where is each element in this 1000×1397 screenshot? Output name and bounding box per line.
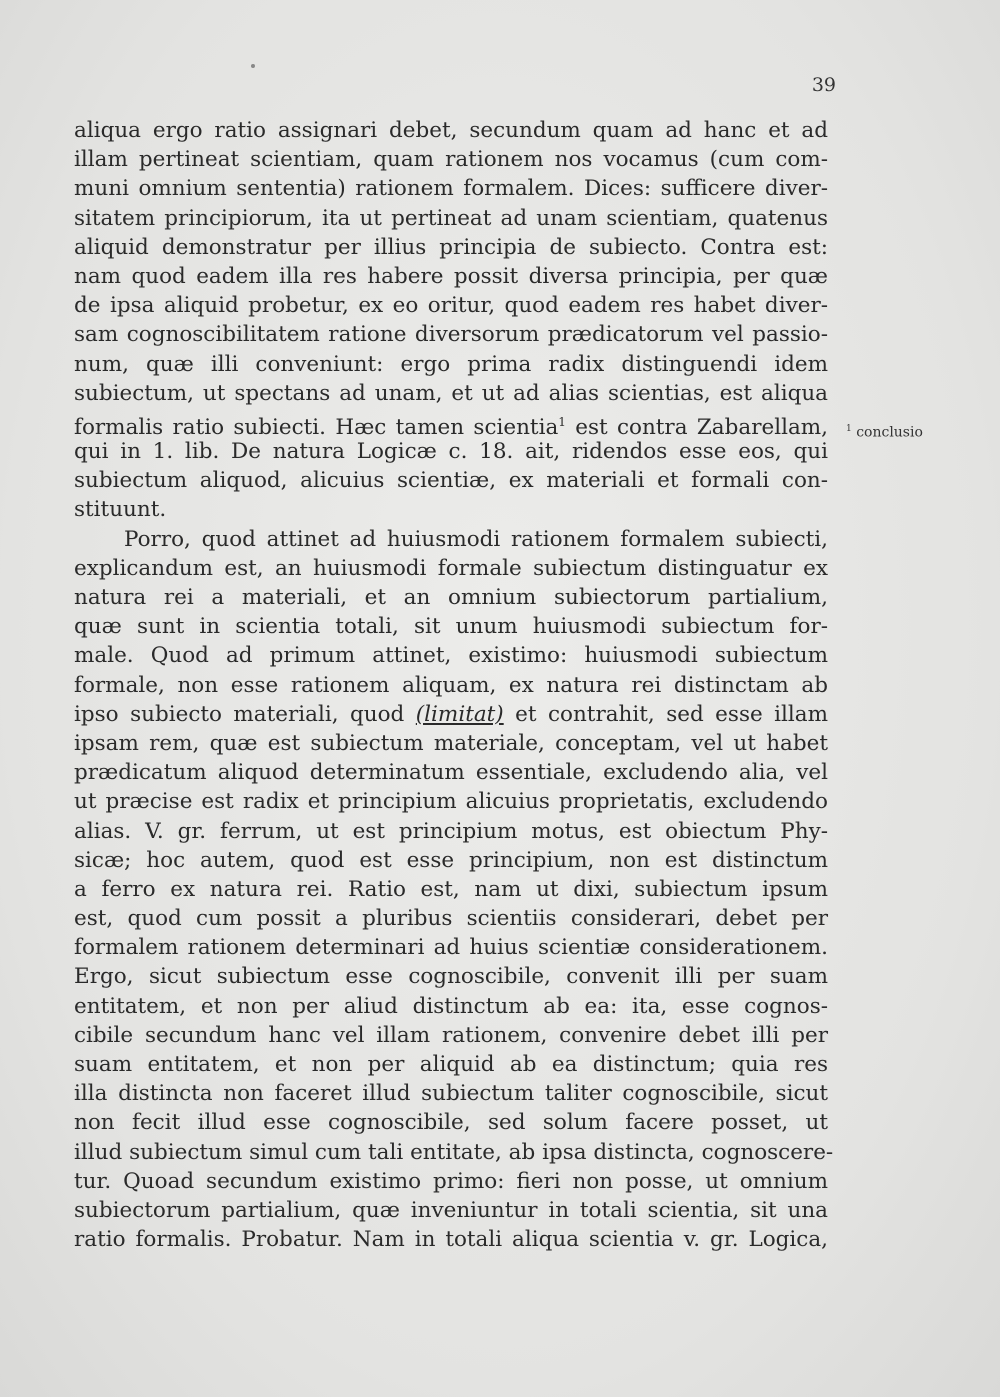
text-line: subiectorum partialium, quæ inveniuntur in totali scientia, sit una <box>74 1197 828 1223</box>
text-line: tur. Quoad secundum existimo primo: fieri non posse, ut omnium <box>74 1168 828 1194</box>
text-line: illa distincta non faceret illud subiectum taliter cognoscibile, sicut <box>74 1081 828 1107</box>
text-line: aliquid demonstratur per illius principia de subiecto. Contra est: <box>74 234 828 260</box>
text-line-italic <box>74 700 828 729</box>
footnote-mark: 1 <box>558 414 566 429</box>
text-line: ipsam rem, quæ est subiectum materiale, conceptam, vel ut habet <box>74 730 828 756</box>
text-line: sicæ; hoc autem, quod est esse principium, non est distinctum <box>74 847 828 873</box>
text-line: illam pertineat scientiam, quam rationem nos vocamus (cum com- <box>74 147 828 173</box>
text-line: cibile secundum hanc vel illam rationem, convenire debet illi per <box>74 1022 828 1048</box>
text-line: formalem rationem determinari ad huius scientiæ considerationem. <box>74 935 828 961</box>
text-line: subiectum aliquod, alicuius scientiæ, ex materiali et formali con- <box>74 468 828 494</box>
text-line: ut præcise est radix et principium alicuius proprietatis, excludendo <box>74 789 828 815</box>
text-line: sam cognoscibilitatem ratione diversorum prædicatorum vel passio- <box>74 322 828 348</box>
text-line: entitatem, et non per aliud distinctum ab ea: ita, esse cognos- <box>74 993 828 1019</box>
text-line: alias. V. gr. ferrum, ut est principium motus, est obiectum Phy- <box>74 818 828 844</box>
text-line: qui in 1. lib. De natura Logicæ c. 18. ait, ridendos esse eos, qui <box>74 439 828 465</box>
text-line: illud subiectum simul cum tali entitate, ab ipsa distincta, cognoscere- <box>74 1139 834 1165</box>
paragraph-start-line: Porro, quod attinet ad huiusmodi rationem formalem subiecti, <box>124 526 828 552</box>
text-line: explicandum est, an huiusmodi formale subiectum distinguatur ex <box>74 555 828 581</box>
text-line: non fecit illud esse cognoscibile, sed solum facere posset, ut <box>74 1110 828 1136</box>
text-line: quæ sunt in scientia totali, sit unum huiusmodi subiectum for- <box>74 614 828 640</box>
margin-note-text: conclusio <box>856 424 923 441</box>
text-line: est, quod cum possit a pluribus scientiis considerari, debet per <box>74 906 828 932</box>
text-segment: formalis ratio subiecti. Hæc tamen scientia <box>74 414 559 440</box>
text-segment: est contra Zabarellam, <box>565 414 828 440</box>
text-segment: et contrahit, sed esse illam <box>503 701 828 727</box>
text-line: de ipsa aliquid probetur, ex eo oritur, quod eadem res habet diver- <box>74 293 828 319</box>
text-line: natura rei a materiali, et an omnium subiectorum partialium, <box>74 585 828 610</box>
text-line: formale, non esse rationem aliquam, ex natura rei distinctam ab <box>74 672 828 698</box>
text-line: num, quæ illi conveniunt: ergo prima radix distinguendi idem <box>74 351 828 377</box>
text-line: Ergo, sicut subiectum esse cognoscibile, convenit illi per suam <box>74 964 828 990</box>
text-line: nam quod eadem illa res habere possit diversa principia, per quæ <box>74 263 828 289</box>
text-line: stituunt. <box>74 497 167 523</box>
text-line: a ferro ex natura rei. Ratio est, nam ut dixi, subiectum ipsum <box>74 876 828 902</box>
text-line: ratio formalis. Probatur. Nam in totali aliqua scientia v. gr. Logica, <box>74 1227 828 1253</box>
text-line: aliqua ergo ratio assignari debet, secundum quam ad hanc et ad <box>74 118 828 143</box>
text-segment: ipso subiecto materiali, quod <box>74 701 405 727</box>
page-number: 39 <box>811 74 836 96</box>
margin-note <box>846 424 923 441</box>
text-line: sitatem principiorum, ita ut pertineat ad unam scientiam, quatenus <box>74 205 828 231</box>
text-line: muni omnium sententia) rationem formalem. Dices: sufficere diver- <box>74 176 828 202</box>
body-text <box>74 116 834 1254</box>
text-line: male. Quod ad primum attinet, existimo: huiusmodi subiectum <box>74 643 828 669</box>
margin-note-mark: 1 <box>846 424 852 434</box>
print-speck <box>251 64 255 68</box>
text-line-footnote <box>74 408 828 440</box>
text-line: suam entitatem, et non per aliquid ab ea distinctum; quia res <box>74 1052 828 1077</box>
text-line: subiectum, ut spectans ad unam, et ut ad alias scientias, est aliqua <box>74 380 828 406</box>
italic-underlined-word: (limitat) <box>415 701 504 727</box>
text-line: prædicatum aliquod determinatum essentiale, excludendo alia, vel <box>74 760 828 786</box>
